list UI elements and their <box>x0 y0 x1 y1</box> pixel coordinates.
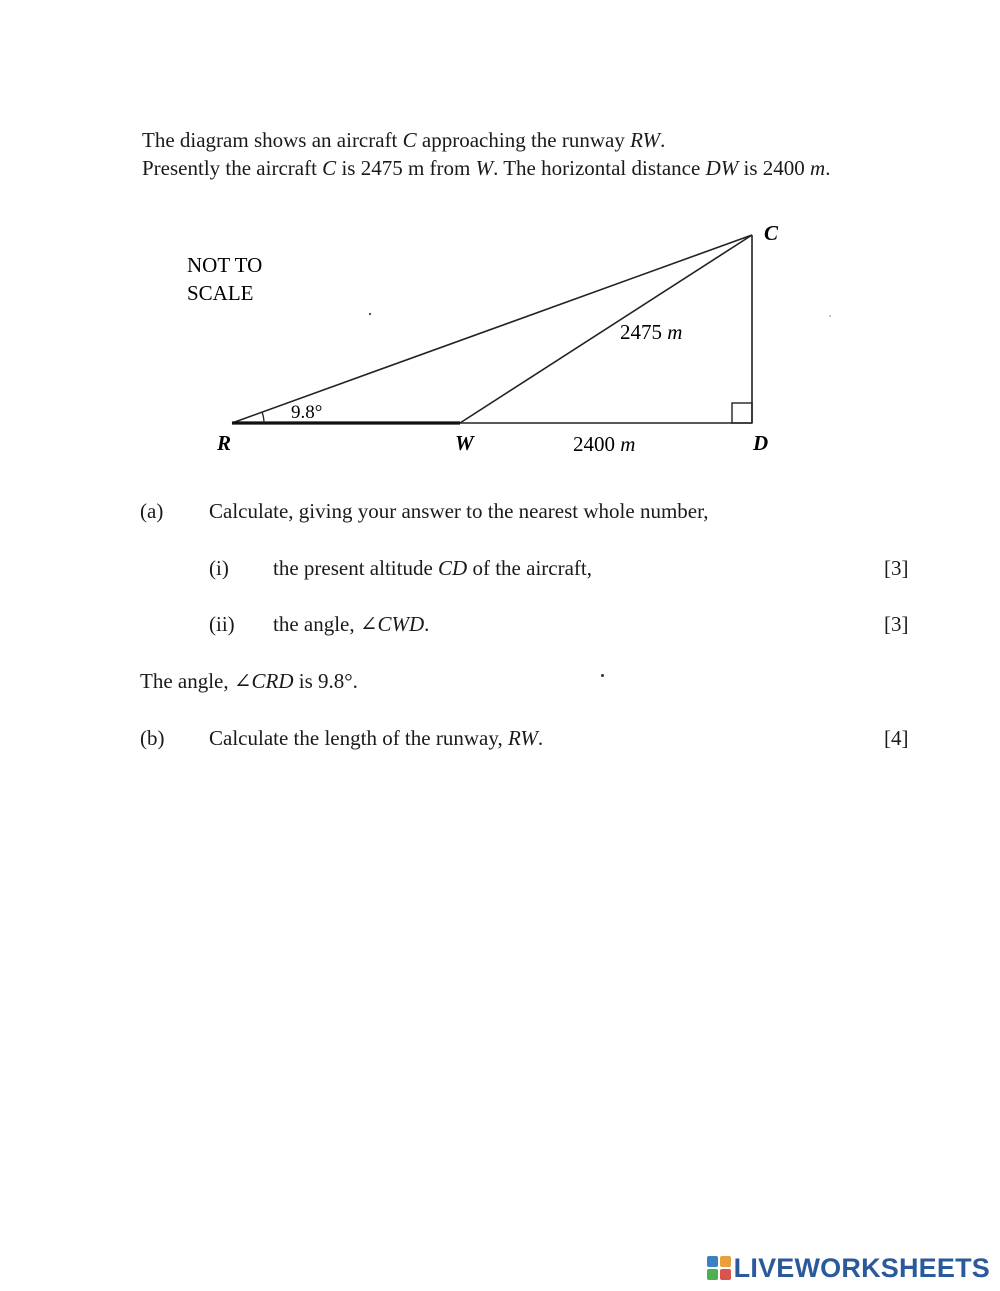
point-c-label: C <box>764 221 779 245</box>
speck <box>601 674 604 677</box>
angle-arc-r <box>262 412 264 423</box>
text-span: of the aircraft, <box>467 556 592 580</box>
cw-length-value: 2475 <box>620 320 668 344</box>
marks-a-i: [3] <box>884 556 909 580</box>
var-crd: CRD <box>251 669 294 693</box>
var-rw: RW <box>507 726 538 750</box>
right-angle-marker <box>732 403 752 423</box>
cw-length-label <box>620 320 682 344</box>
speck <box>369 313 371 315</box>
text-span: . <box>660 128 666 152</box>
unit-m: m <box>810 156 826 180</box>
var-w: W <box>475 156 494 180</box>
var-cwd: CWD <box>377 612 425 636</box>
text-span: is 2475 m from <box>336 156 476 180</box>
marks-b: [4] <box>884 726 909 750</box>
text-span: is 2400 <box>738 156 811 180</box>
var-cd: CD <box>438 556 468 580</box>
liveworksheets-logo <box>707 1253 990 1283</box>
text-span: . <box>537 726 544 750</box>
question-a-label: (a) <box>140 499 164 523</box>
logo-tiles-icon <box>707 1256 731 1280</box>
triangle-diagram <box>0 0 1000 520</box>
question-b <box>140 725 544 751</box>
question-b-label: (b) <box>140 726 165 750</box>
logo-tile <box>720 1256 731 1267</box>
speck <box>829 315 831 317</box>
dw-length-label <box>573 432 635 456</box>
not-to-scale-line1: NOT TO <box>187 253 263 277</box>
question-a-text: Calculate, giving your answer to the nearest whole number, <box>209 499 709 523</box>
text-span: Calculate the length of the runway, <box>209 726 508 750</box>
text-span: approaching the runway <box>416 128 631 152</box>
var-c: C <box>402 128 417 152</box>
var-c: C <box>322 156 337 180</box>
question-a-ii <box>209 611 430 637</box>
text-span: . <box>424 612 430 636</box>
question-b-text <box>209 725 543 751</box>
text-span: . <box>825 156 831 180</box>
question-a-ii-label: (ii) <box>209 612 235 636</box>
var-rw: RW <box>630 128 661 152</box>
text-span: The angle, ∠ <box>140 669 252 693</box>
text-span: the present altitude <box>273 556 439 580</box>
question-a-i-text <box>273 555 592 581</box>
line-wc <box>460 235 752 423</box>
dw-length-unit: m <box>620 432 636 456</box>
given-angle-statement <box>140 668 358 694</box>
logo-tile <box>707 1269 718 1280</box>
angle-label: 9.8° <box>291 402 323 423</box>
text-span: . The horizontal distance <box>493 156 706 180</box>
question-a-i <box>209 555 592 581</box>
var-dw: DW <box>705 156 739 180</box>
text-span: Presently the aircraft <box>142 156 323 180</box>
point-r-label: R <box>217 431 232 455</box>
question-a-ii-text <box>273 611 429 637</box>
question-a <box>140 498 709 524</box>
text-span: the angle, ∠ <box>273 612 378 636</box>
logo-tile <box>720 1269 731 1280</box>
logo-tile <box>707 1256 718 1267</box>
text-span: The diagram shows an aircraft <box>142 128 403 152</box>
logo-text: LIVEWORKSHEETS <box>733 1252 990 1283</box>
dw-length-value: 2400 <box>573 432 621 456</box>
marks-a-ii: [3] <box>884 612 909 636</box>
point-d-label: D <box>753 431 769 455</box>
question-a-i-label: (i) <box>209 556 229 580</box>
point-w-label: W <box>455 431 474 455</box>
text-span: is 9.8°. <box>293 669 358 693</box>
cw-length-unit: m <box>667 320 683 344</box>
not-to-scale-line2: SCALE <box>187 281 254 305</box>
